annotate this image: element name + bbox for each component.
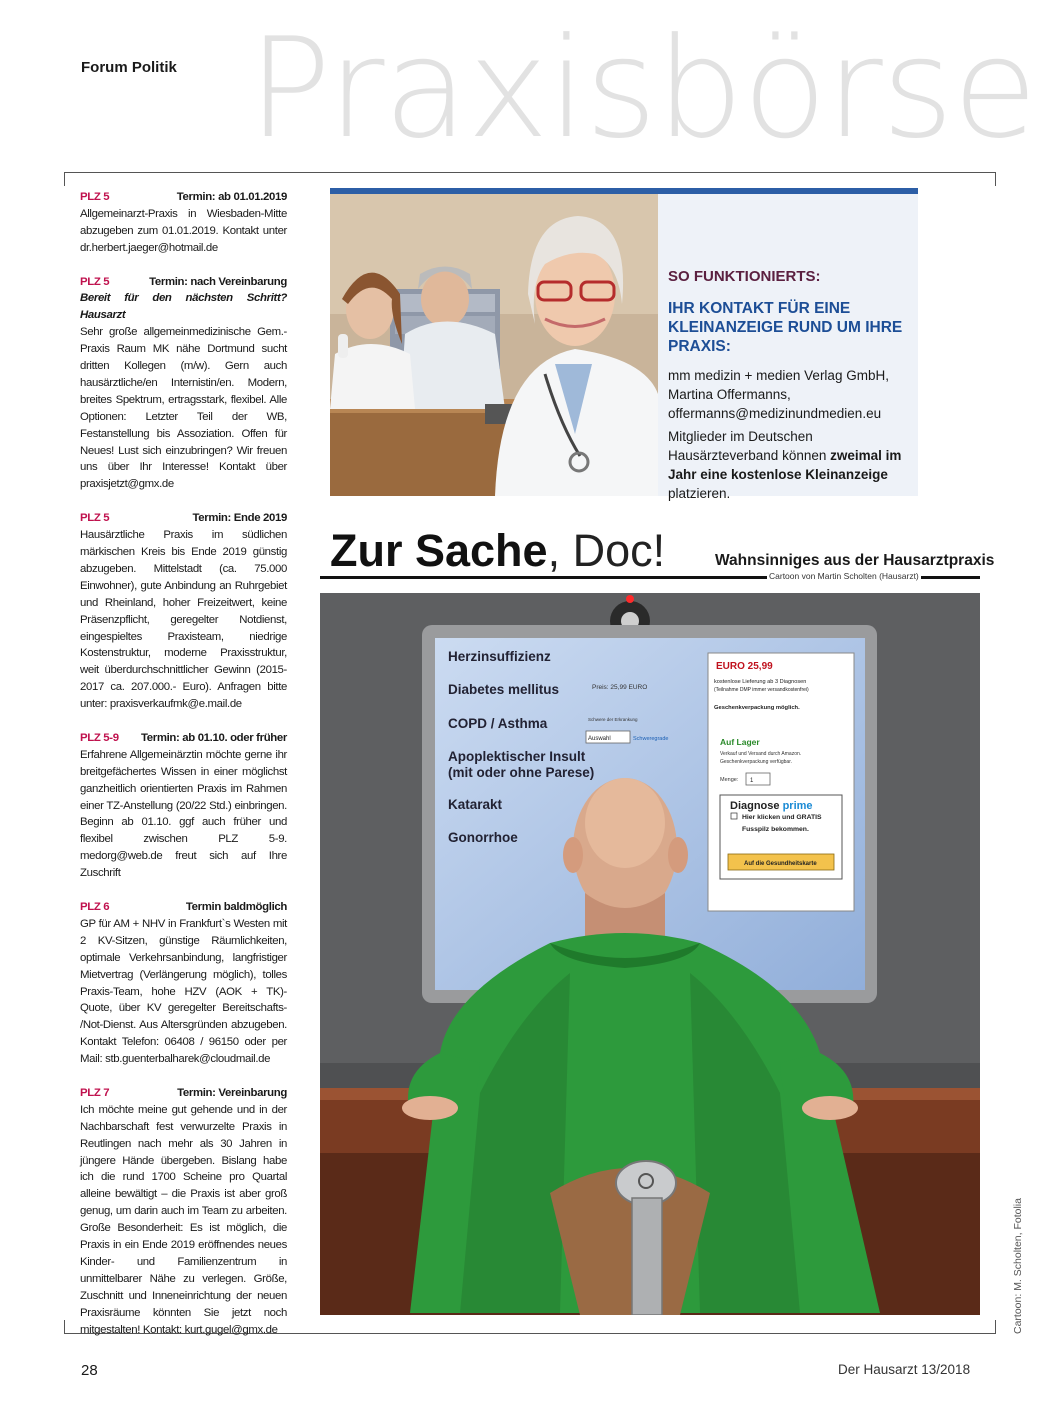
screen-geschenk: Geschenkverpackung möglich. <box>714 705 800 711</box>
ad-termin: Termin: Ende 2019 <box>192 512 287 525</box>
screen-lieferung: kostenlose Lieferung ab 3 Diagnosen <box>714 679 807 685</box>
members-note-highlight: zweimal im Jahr eine kostenlose Kleinanzeige <box>668 448 902 482</box>
members-note <box>668 427 914 503</box>
cartoon-illustration <box>320 593 980 1315</box>
cartoon-title-rest: , Doc! <box>547 525 666 576</box>
info-text <box>668 268 914 503</box>
frame-corner <box>64 172 65 186</box>
ad-plz: PLZ 7 <box>80 1086 110 1099</box>
frame-corner <box>64 1320 65 1334</box>
screen-menu-item: COPD / Asthma <box>448 716 548 731</box>
screen-menu-item: Herzinsuffizienz <box>448 649 551 664</box>
screen-price: EURO 25,99 <box>716 661 773 672</box>
members-note-text: Mitglieder im Deutschen Hausärzteverband können <box>668 429 831 463</box>
ad-body: Ich möchte meine gut gehende und in der Nachbarschaft fest verwurzelte Praxis in Reutlingen nach mehr als 30 Jahren in jüngere Hände übergeben. Bislang habe ich die rund 1700 Scheine pro Quartal alleine bewältigt – die Praxis ist aber groß genug, um darin auch im Team zu arbeiten. Große Besonderheit: Es ist möglich, die Praxis in ein Ende 2019 eröffnendes neues Kinder- und Familienzentrum in unmittelbarer Nähe zu verlegen. Größe, Zuschnitt und Inneneinrichtung der neuen Praxisräume könnten Sie jetzt noch mitgestalten! Kontakt: kurt.gugel@gmx.de <box>80 1103 287 1336</box>
screen-menge-select: 1 <box>750 778 754 784</box>
ad-body: GP für AM + NHV in Frankfurt`s Westen mit 2 KV-Sitzen, günstige Räumlichkeiten, optimale Verkehrsanbindung, langfristiger Mietvertrag (Verlängerung möglich), tolles Praxis-Team, hohe HZV (AOK + TK)-Quote, über KV geregelter Bereitschafts- /Not-Dienst. Aus Altersgründen abzugeben. Kontakt Telefon: 06408 / 96150 oder per Mail: stb.guenterbalharek@cloudmail.de <box>80 917 287 1066</box>
cartoon-title <box>330 525 666 576</box>
screen-menu-item: Katarakt <box>448 797 503 812</box>
ad-lead: Bereit für den nächsten Schritt? Hausarzt <box>80 292 287 322</box>
screen-schweregrade-link: Schweregrade <box>633 736 669 742</box>
cartoon-title-bold: Zur Sache <box>330 525 548 576</box>
screen-menu-item: Gonorrhoe <box>448 830 518 845</box>
screen-schwere-label: Schwere der Erkrankung <box>588 717 638 722</box>
ad-termin: Termin: nach Vereinbarung <box>149 275 287 288</box>
screen-auswahl-select: Auswahl <box>588 736 611 742</box>
ad-plz: PLZ 5 <box>80 275 110 288</box>
classified-ad <box>80 899 287 1068</box>
ad-termin: Termin: ab 01.10. oder früher <box>141 731 287 744</box>
ad-body: Allgemeinarzt-Praxis in Wiesbaden-Mitte abzugeben zum 01.01.2019. Kontakt unter dr.herbert.jaeger@hotmail.de <box>80 207 287 254</box>
journal-issue: Der Hausarzt 13/2018 <box>838 1362 971 1377</box>
screen-menge-label: Menge: <box>720 777 739 783</box>
classified-ad <box>80 274 287 494</box>
photo-credit: Cartoon: M. Scholten, Fotolia <box>1012 1198 1024 1334</box>
screen-karte-button: Auf die Gesundheitskarte <box>744 861 817 867</box>
screen-menu-item: (mit oder ohne Parese) <box>448 765 595 780</box>
contact-email[interactable]: offermanns@medizinundmedien.eu <box>668 406 882 421</box>
howto-heading: SO FUNKTIONIERTS: <box>668 268 821 285</box>
screen-menu-item: Diabetes mellitus <box>448 682 560 697</box>
classified-ad <box>80 189 287 257</box>
frame-corner <box>995 1320 996 1334</box>
ad-termin: Termin: Vereinbarung <box>177 1086 287 1099</box>
page-number: 28 <box>81 1362 98 1379</box>
members-note-text: platzieren. <box>668 486 731 501</box>
ad-plz: PLZ 5 <box>80 191 110 203</box>
screen-menu-item: Apoplektischer Insult <box>448 749 586 764</box>
ad-plz: PLZ 6 <box>80 901 110 913</box>
ad-plz: PLZ 5 <box>80 512 110 525</box>
classified-ad <box>80 1085 287 1339</box>
frame-top-rule <box>64 172 996 173</box>
ad-body: Sehr große allgemeinmedizinische Gem.-Praxis Raum MK nähe Dortmund sucht dritten Kollegen (m/w). Gern auch hausärztliche/en Internistin/en. Modern, breites Spektrum, ertragsstark, flexibel. Alle Optionen: Letzter Teil der WB, Festanstellung bis Assoziation. Offen für Neues! Lust sich einzubringen? Wir freuen uns über Ihr Interesse! Kontakt über praxisjetzt@gmx.de <box>80 326 287 491</box>
ad-body: Hausärztliche Praxis im südlichen märkischen Kreis bis Ende 2019 günstig abzugeben. Mittelstadt (ca. 75.000 Einwohner), gute Anbindung an Ruhrgebiet und Rheinland, hoher Freizeitwert, keine Präsenzpflicht, geregelter Notdienst, eingespieltes Praxisteam, niedrige Kostenstruktur, moderne Praxisstruktur, weit überdurchschnittlicher Gewinn (2015-2017 ca. 207.000.- Euro). Anfragen bitte unter: praxisverkaufmk@e.mail.de <box>80 529 287 711</box>
classified-ad <box>80 730 287 882</box>
classifieds-column <box>80 189 287 1355</box>
ad-termin: Termin: ab 01.01.2019 <box>176 191 287 203</box>
screen-price-small: Preis: 25,99 EURO <box>592 684 648 691</box>
screen-dmp: (Teilnahme DMP immer versandkostenfrei) <box>714 687 809 693</box>
doctor-photo <box>330 194 658 496</box>
screen-klicken: Hier klicken und GRATIS <box>742 814 822 821</box>
screen-prime-title: Diagnose prime <box>730 800 813 812</box>
screen-verpackung: Geschenkverpackung verfügbar. <box>720 759 792 765</box>
classified-ad <box>80 510 287 713</box>
contact-address <box>668 366 914 423</box>
screen-lager: Auf Lager <box>720 737 760 747</box>
ad-body: Erfahrene Allgemeinärztin möchte gerne ihr breitgefächertes Wissen in einer möglichst ganzheitlich orientierten Praxis im Rahmen einer TZ-Anstellung (20/22 Std.) einbringen. Beginn ab 01.10. ggf auch früher und flexibel zwischen PLZ 5-9. medorg@web.de freut sich auf Ihre Zuschrift <box>80 748 287 880</box>
cartoon-subtitle: Wahnsinniges aus der Hausarztpraxis <box>715 552 995 569</box>
page-title: Praxisbörse <box>248 8 1037 169</box>
screen-versand: Verkauf und Versand durch Amazon. <box>720 751 802 757</box>
publisher-name: mm medizin + medien Verlag GmbH, <box>668 368 889 383</box>
kontakt-heading: IHR KONTAKT FÜR EINE KLEINANZEIGE RUND UM IHRE PRAXIS: <box>668 300 903 355</box>
cartoon-credit: Cartoon von Martin Scholten (Hausarzt) <box>769 571 919 581</box>
frame-corner <box>995 172 996 186</box>
contact-person: Martina Offermanns, <box>668 387 791 402</box>
ad-termin: Termin baldmöglich <box>185 901 287 913</box>
ad-plz: PLZ 5-9 <box>80 731 119 744</box>
screen-fusspilz: Fusspilz bekommen. <box>742 826 809 833</box>
section-label: Forum Politik <box>81 59 177 76</box>
